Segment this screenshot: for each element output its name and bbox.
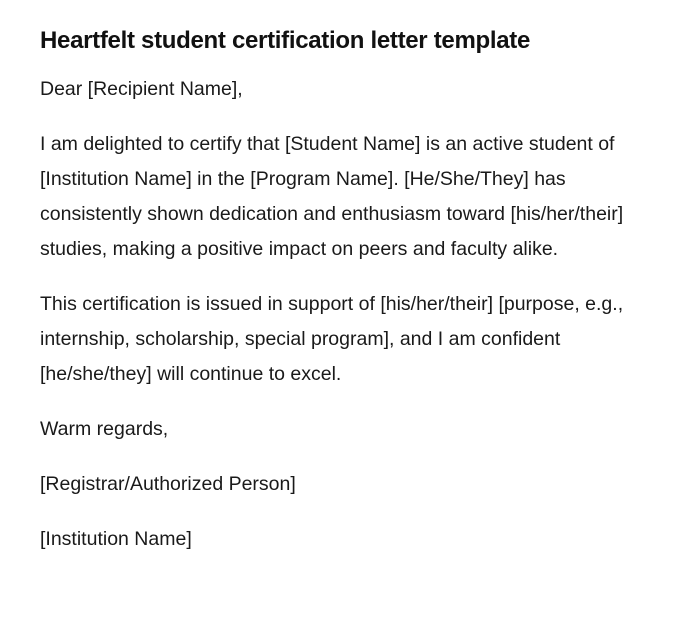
body-paragraph-1: I am delighted to certify that [Student Name] is an active student of [Institution Name] in the [Program Name]. [He/She/They] has consistently shown dedication and enthusiasm toward [his/her/their] studies, making a positive impact on peers and faculty alike.: [40, 133, 624, 260]
body-paragraph-2: This certification is issued in support of [his/her/their] [purpose, e.g., internship, scholarship, special program], and I am confident [he/she/they] will continue to excel.: [40, 293, 624, 385]
closing: Warm regards,: [40, 418, 169, 440]
page-title: Heartfelt student certification letter template: [40, 27, 531, 54]
salutation: Dear [Recipient Name],: [40, 78, 243, 100]
signatory: [Registrar/Authorized Person]: [40, 473, 296, 495]
institution-name: [Institution Name]: [40, 528, 192, 550]
letter-document: [40, 26, 640, 577]
